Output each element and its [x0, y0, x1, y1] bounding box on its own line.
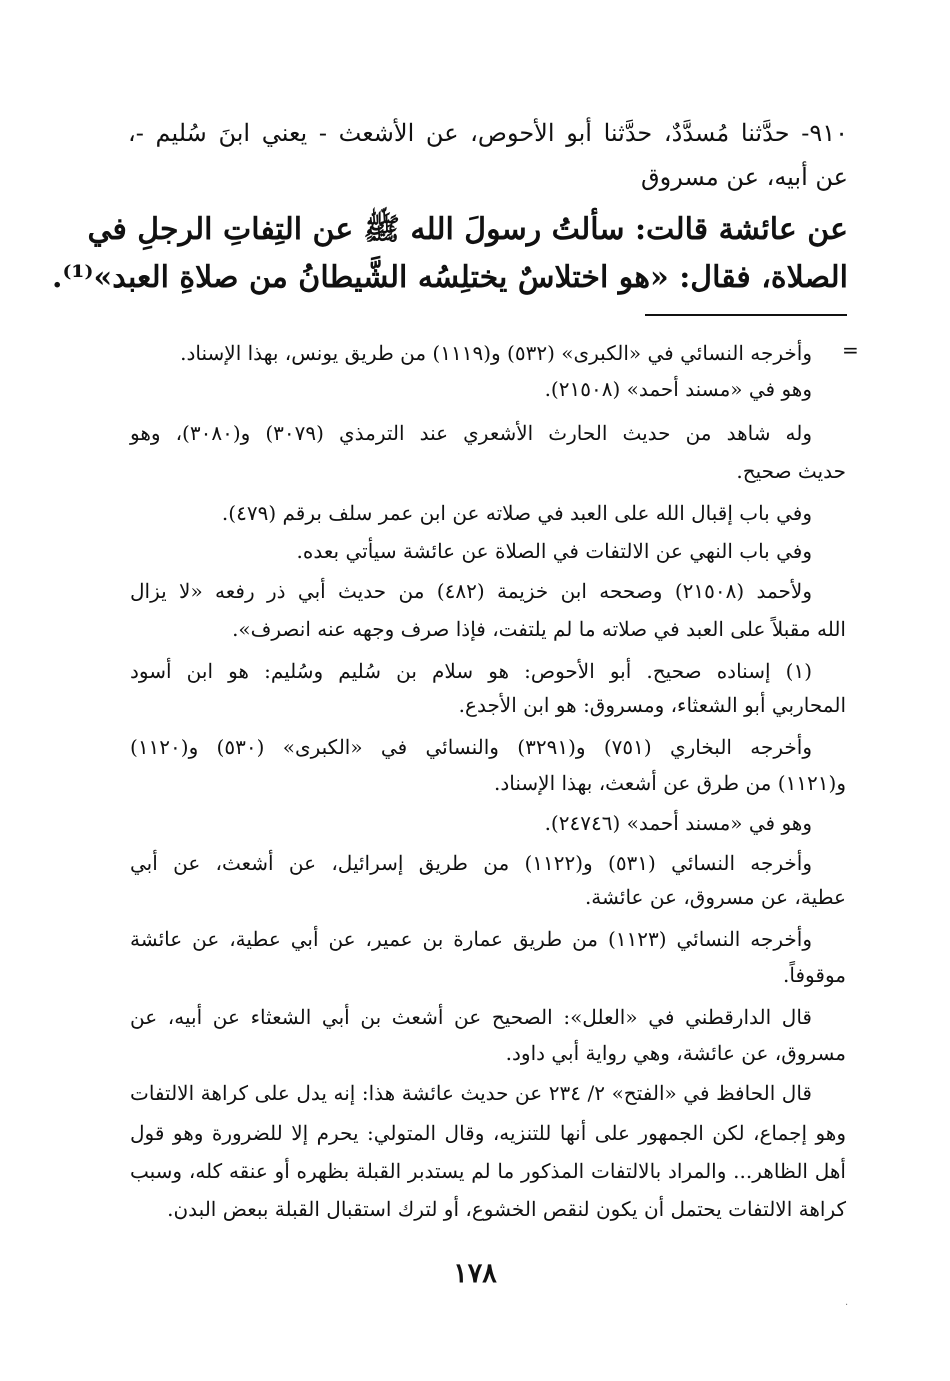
footnote-line: وأخرجه النسائي في «الكبرى» (٥٣٢) و(١١١٩) من طريق يونس، بهذا الإسناد. — [180, 341, 812, 365]
footnote-line: وهو في «مسند أحمد» (٢١٥٠٨). — [544, 377, 812, 401]
footnote-line: وفي باب النهي عن الالتفات في الصلاة عن عائشة سيأتي بعده. — [296, 539, 812, 563]
hadith-matn-line-1: عن عائشة قالت: سألتُ رسولَ الله ﷺ عن التِفاتِ الرجلِ في — [87, 212, 848, 247]
footnote-line: و(١١٢١) من طرق عن أشعث، بهذا الإسناد. — [494, 771, 846, 795]
scan-mark: · — [845, 1300, 849, 1311]
footnote-line: (١) إسناده صحيح. أبو الأحوص: هو سلام بن سُليم وسُليم: هو ابن أسود — [130, 659, 812, 683]
footnote-line: وأخرجه البخاري (٧٥١) و(٣٢٩١) والنسائي في «الكبرى» (٥٣٠) و(١١٢٠) — [130, 735, 812, 759]
footnote-line: ولأحمد (٢١٥٠٨) وصححه ابن خزيمة (٤٨٢) من حديث أبي ذر رفعه «لا يزال — [130, 579, 812, 603]
footnote-line: وله شاهد من حديث الحارث الأشعري عند الترمذي (٣٠٧٩) و(٣٠٨٠)، وهو — [130, 421, 813, 445]
footnote-separator — [645, 314, 847, 316]
footnote-line: وفي باب إقبال الله على العبد في صلاته عن ابن عمر سلف برقم (٤٧٩). — [221, 501, 812, 525]
footnote-line: موقوفاً. — [783, 963, 846, 987]
footnote-line: مسروق، عن عائشة، وهي رواية أبي داود. — [505, 1041, 846, 1065]
footnote-line: عطية، عن مسروق، عن عائشة. — [584, 885, 846, 909]
footnote-line: وأخرجه النسائي (٥٣١) و(١١٢٢) من طريق إسرائيل، عن أشعث، عن أبي — [130, 851, 812, 875]
footnote-line: قال الحافظ في «الفتح» ٢/ ٢٣٤ عن حديث عائشة هذا: إنه يدل على كراهة الالتفات — [130, 1081, 812, 1105]
footnote-line: الله مقبلاً على العبد في صلاته ما لم يلتفت، فإذا صرف وجهه عنه انصرف». — [232, 617, 846, 641]
page-number: ١٧٨ — [453, 1258, 497, 1289]
footnote-line: وهو إجماع، لكن الجمهور على أنها للتنزيه، وقال المتولي: يحرم إلا للضرورة وهو قول — [130, 1121, 846, 1145]
footnote-line: حديث صحيح. — [736, 459, 846, 483]
footnote-line: كراهة الالتفات يحتمل أن يكون لنقص الخشوع، أو لترك استقبال القبلة ببعض البدن. — [167, 1197, 846, 1221]
footnote-line: وأخرجه النسائي (١١٢٣) من طريق عمارة بن عمير، عن أبي عطية، عن عائشة — [130, 927, 813, 951]
hadith-matn-line-2: الصلاة، فقال: «هو اختلاسٌ يختلِسُه الشَّيطانُ من صلاةِ العبد»⁽¹⁾. — [52, 260, 848, 295]
hadith-isnad-line-2: عن أبيه، عن مسروق — [641, 163, 848, 191]
footnote-line: المحاربي أبو الشعثاء، ومسروق: هو ابن الأجدع. — [458, 693, 846, 717]
footnote-line: قال الدارقطني في «العلل»: الصحيح عن أشعث بن أبي الشعثاء عن أبيه، عن — [130, 1005, 812, 1029]
hadith-isnad-line-1: ٩١٠- حدَّثنا مُسدَّدٌ، حدَّثنا أبو الأحوص، عن الأشعث - يعني ابنَ سُليم -، — [128, 119, 848, 147]
footnote-line: أهل الظاهر... والمراد بالالتفات المذكور ما لم يستدبر القبلة بظهره أو عنقه كله، وسبب — [130, 1159, 846, 1183]
continuation-mark: = — [842, 338, 859, 362]
footnote-line: وهو في «مسند أحمد» (٢٤٧٤٦). — [544, 811, 812, 835]
